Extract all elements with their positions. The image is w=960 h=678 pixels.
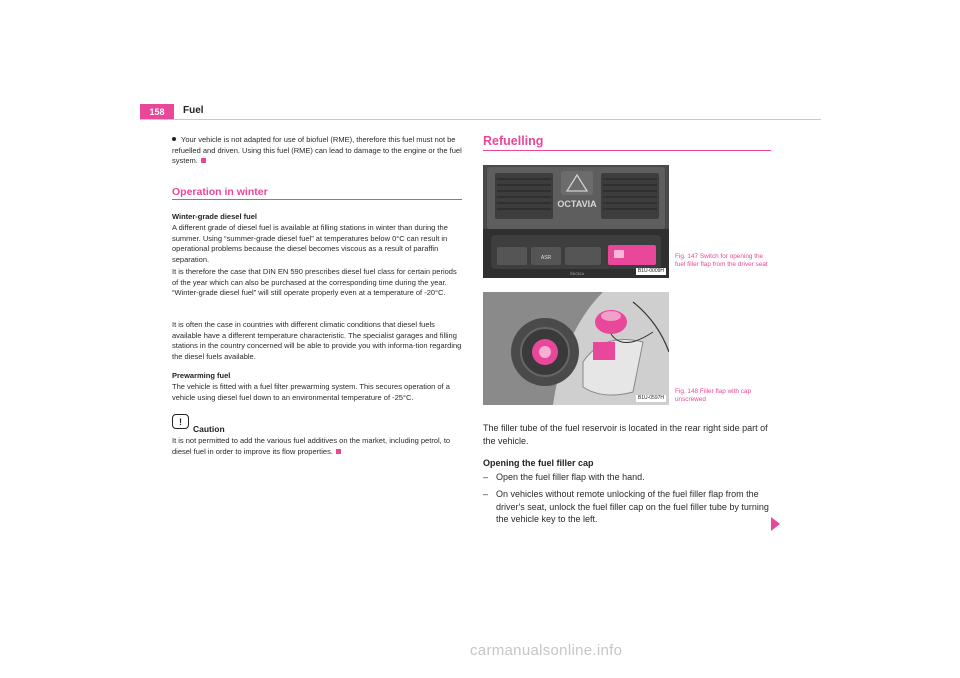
figure-148-filler-cap xyxy=(483,292,669,405)
page-number: 158 xyxy=(140,104,174,119)
next-page-arrow-icon[interactable] xyxy=(771,517,780,531)
end-marker-icon xyxy=(336,449,341,454)
caution-icon: ! xyxy=(172,414,189,429)
figure-code: B1U-0009H xyxy=(637,268,664,274)
subheading-prewarming: Prewarming fuel xyxy=(172,371,231,380)
dashboard-illustration xyxy=(483,165,669,278)
svg-text:ŠKODA: ŠKODA xyxy=(569,271,585,276)
header-rule xyxy=(140,119,821,120)
filler-flap-illustration xyxy=(483,292,669,405)
caution-title: Caution xyxy=(193,424,225,434)
refuelling-intro: The filler tube of the fuel reservoir is located in the rear right side part of the vehicle. xyxy=(483,423,768,446)
octavia-logo: OCTAVIA xyxy=(557,199,597,209)
subheading-opening-cap: Opening the fuel filler cap xyxy=(483,458,594,468)
svg-text:ASR: ASR xyxy=(540,255,552,261)
bullet-icon xyxy=(172,137,176,141)
step-1: – Open the fuel filler flap with the hand. xyxy=(483,472,645,482)
step-2: – On vehicles without remote unlocking of the fuel filler flap from the driver's seat, unlock the fuel filler cap on the fuel filler tube by turning the vehicle key to the left. xyxy=(483,489,769,525)
heading-rule xyxy=(483,150,771,151)
figure-147-dashboard-switch xyxy=(483,165,669,278)
section-title: Fuel xyxy=(183,105,204,116)
watermark: carmanualsonline.info xyxy=(470,642,623,659)
biofuel-note: Your vehicle is not adapted for use of biofuel (RME), therefore this fuel must not be refuelled and driven. Using this fuel (RME) can lead to damage to the engine or the fuel system. xyxy=(172,135,462,166)
heading-operation-in-winter: Operation in winter xyxy=(172,186,268,198)
figure-147-caption: Fig. 147 Switch for opening the fuel filler flap from the driver seat xyxy=(675,253,768,268)
subheading-winter-diesel: Winter-grade diesel fuel xyxy=(172,212,257,221)
paragraph-winter-1: A different grade of diesel fuel is available at filling stations in winter than during the summer. Using “summer-grade diesel fuel” at temperatures below 0°C can result in operational problems because the diesel becomes viscous as a result of paraffin separation. xyxy=(172,223,448,264)
paragraph-winter-2: It is therefore the case that DIN EN 590 prescribes diesel fuel class for certain periods of the year which can also be purchased at the corresponding time during the year. “Winter-grade diesel fuel” will still operate properly even at a temperature of -20°C. xyxy=(172,267,457,298)
paragraph-winter-3: It is often the case in countries with different climatic conditions that diesel fuels available have a different temperature characteristic. The specialist garages and filling stations in the country concerned will be able to provide you with informa-tion regarding the diesel fuels available. xyxy=(172,320,462,361)
end-marker-icon xyxy=(201,158,206,163)
heading-refuelling: Refuelling xyxy=(483,134,544,148)
figure-148-caption: Fig. 148 Filler flap with cap unscrewed xyxy=(675,388,752,403)
figure-code: B1U-0597H xyxy=(637,395,664,401)
paragraph-prewarming: The vehicle is fitted with a fuel filter prewarming system. This secures operation of a vehicle using diesel fuel down to an environmental temperature of -25°C. xyxy=(172,382,450,402)
caution-text: It is not permitted to add the various fuel additives on the market, including petrol, to diesel fuel in order to improve its flow properties. xyxy=(172,436,451,456)
heading-rule xyxy=(172,199,462,200)
